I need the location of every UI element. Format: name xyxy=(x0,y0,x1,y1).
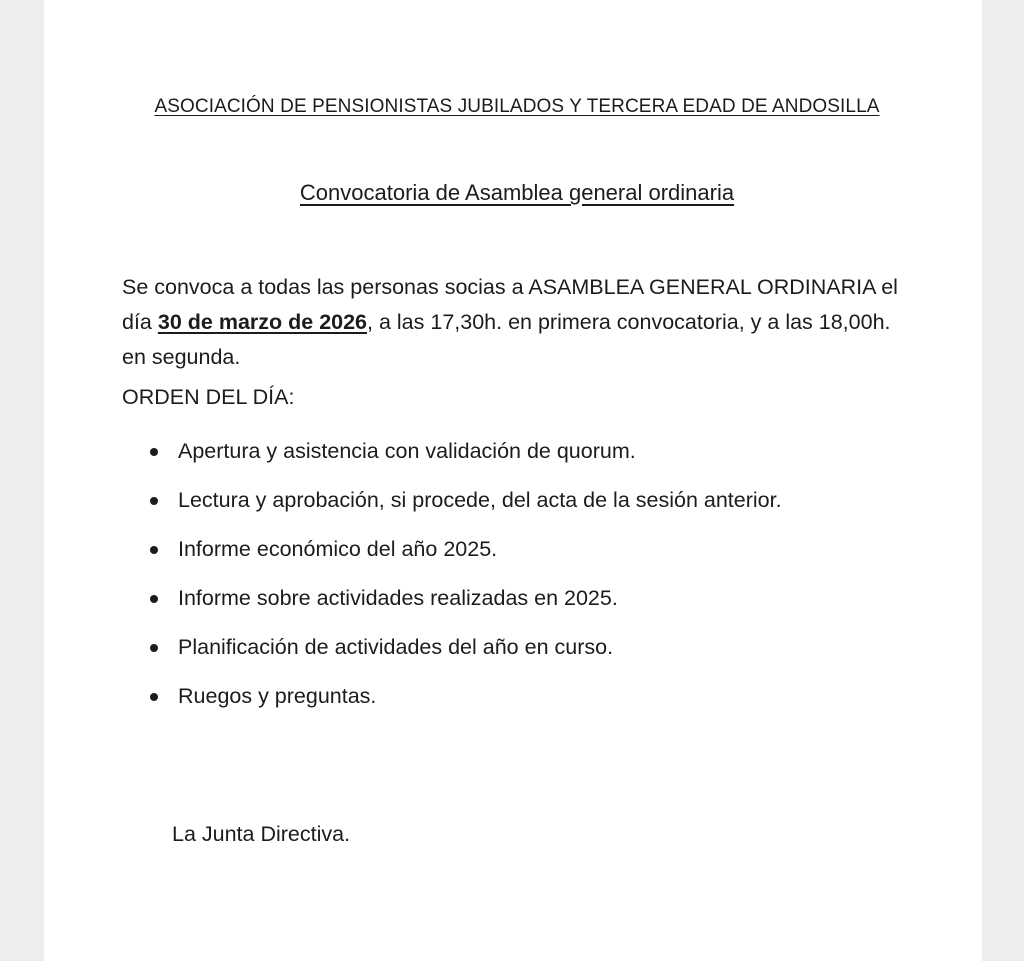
document-body xyxy=(44,0,982,961)
meeting-date: 30 de marzo de 2026 xyxy=(157,310,368,334)
agenda-item-text: Lectura y aprobación, si procede, del acta de la sesión anterior. xyxy=(178,488,782,512)
agenda-item-text: Informe sobre actividades realizadas en 2025. xyxy=(178,586,618,610)
document-page xyxy=(44,0,982,961)
agenda-heading: ORDEN DEL DÍA: xyxy=(122,385,295,409)
bullet-icon xyxy=(150,448,158,456)
agenda-item-text: Ruegos y preguntas. xyxy=(178,684,377,708)
agenda-item xyxy=(122,531,782,580)
bullet-icon xyxy=(150,497,158,505)
intro-text-after-date: , a las 17,30h. en primera convocatoria, y a las 18,00h. en segunda. xyxy=(122,310,891,369)
convocation-paragraph xyxy=(122,270,902,375)
agenda-item xyxy=(122,678,782,727)
intro-text-before-date: Se convoca a todas las personas socias a ASAMBLEA GENERAL ORDINARIA el día xyxy=(122,275,898,334)
agenda-list xyxy=(122,433,782,727)
agenda-item xyxy=(122,629,782,678)
agenda-item-text: Informe económico del año 2025. xyxy=(178,537,498,561)
document-title: Convocatoria de Asamblea general ordinaria xyxy=(299,180,735,205)
organization-heading: ASOCIACIÓN DE PENSIONISTAS JUBILADOS Y TERCERA EDAD DE ANDOSILLA xyxy=(154,96,880,117)
agenda-item xyxy=(122,482,782,531)
signature: La Junta Directiva. xyxy=(172,822,351,846)
agenda-item-text: Apertura y asistencia con validación de quorum. xyxy=(178,439,636,463)
bullet-icon xyxy=(150,693,158,701)
bullet-icon xyxy=(150,546,158,554)
agenda-item xyxy=(122,580,782,629)
agenda-item xyxy=(122,433,782,482)
bullet-icon xyxy=(150,595,158,603)
bullet-icon xyxy=(150,644,158,652)
agenda-item-text: Planificación de actividades del año en curso. xyxy=(178,635,614,659)
